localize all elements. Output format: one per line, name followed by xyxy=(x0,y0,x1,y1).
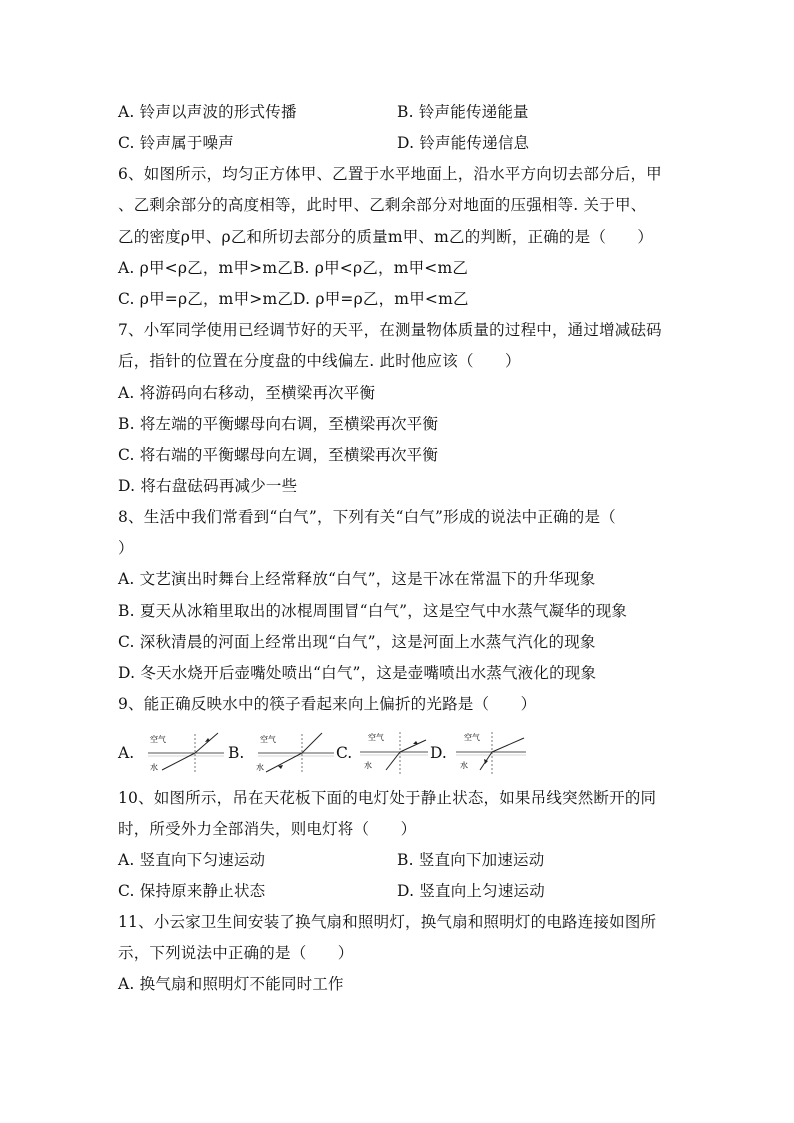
light-ray-air xyxy=(195,733,218,753)
air-label: 空气 xyxy=(150,735,166,744)
air-label: 空气 xyxy=(464,733,480,742)
q8-stem-line1: 8、生活中我们常看到“白气”，下列有关“白气”形成的说法中正确的是（ xyxy=(118,508,616,526)
q9-diagram-d xyxy=(452,730,528,776)
light-ray-air xyxy=(400,740,426,752)
q7-option-c: C. 将右端的平衡螺母向左调，至横梁再次平衡 xyxy=(118,446,439,464)
light-ray-water xyxy=(162,753,195,770)
light-ray-air xyxy=(492,738,524,752)
q10-option-a: A. 竖直向下匀速运动 xyxy=(118,851,266,869)
q6-options-cd: C. ρ甲=ρ乙，m甲>m乙D. ρ甲=ρ乙，m甲<m乙 xyxy=(118,290,469,308)
q8-stem-line2: ） xyxy=(118,539,134,557)
q9-letter-a: A. xyxy=(118,744,135,762)
q9-letter-d: D. xyxy=(430,744,447,762)
light-ray-air xyxy=(302,733,322,753)
q5-option-c: C. 铃声属于噪声 xyxy=(118,134,234,152)
air-label: 空气 xyxy=(260,735,276,744)
q9-stem: 9、能正确反映水中的筷子看起来向上偏折的光路是（ ） xyxy=(118,695,537,713)
q7-option-a: A. 将游码向右移动，至横梁再次平衡 xyxy=(118,384,376,402)
air-label: 空气 xyxy=(368,733,384,742)
q6-stem-line3: 乙的密度ρ甲、ρ乙和所切去部分的质量m甲、m乙的判断，正确的是（ ） xyxy=(118,228,654,246)
q7-option-d: D. 将右盘砝码再减少一些 xyxy=(118,477,298,495)
q9-diagram-a xyxy=(140,730,226,776)
arrow-icon xyxy=(205,738,210,742)
q6-stem-line1: 6、如图所示，均匀正方体甲、乙置于水平地面上，沿水平方向切去部分后，甲 xyxy=(118,165,662,183)
q10-option-b: B. 竖直向下加速运动 xyxy=(397,851,545,869)
q10-stem-line2: 时，所受外力全部消失，则电灯将（ ） xyxy=(118,820,417,838)
q9-letter-b: B. xyxy=(228,744,245,762)
water-label: 水 xyxy=(256,763,264,772)
q11-stem-line1: 11、小云家卫生间安装了换气扇和照明灯，换气扇和照明灯的电路连接如图所 xyxy=(118,913,657,931)
q5-option-b: B. 铃声能传递能量 xyxy=(397,103,529,121)
q5-option-a: A. 铃声以声波的形式传播 xyxy=(118,103,297,121)
q7-option-b: B. 将左端的平衡螺母向右调，至横梁再次平衡 xyxy=(118,415,439,433)
q8-option-d: D. 冬天水烧开后壶嘴处喷出“白气”，这是壶嘴喷出水蒸气液化的现象 xyxy=(118,664,597,682)
q7-stem-line2: 后，指针的位置在分度盘的中线偏左. 此时他应该（ ） xyxy=(118,352,521,370)
q10-option-d: D. 竖直向上匀速运动 xyxy=(397,882,545,900)
q11-option-a: A. 换气扇和照明灯不能同时工作 xyxy=(118,975,344,993)
q7-stem-line1: 7、小军同学使用已经调节好的天平，在测量物体质量的过程中，通过增减砝码 xyxy=(118,321,662,339)
water-label: 水 xyxy=(150,763,158,772)
q9-diagram-c xyxy=(356,730,430,776)
q8-option-b: B. 夏天从冰箱里取出的冰棍周围冒“白气”，这是空气中水蒸气凝华的现象 xyxy=(118,602,628,620)
q10-option-c: C. 保持原来静止状态 xyxy=(118,882,266,900)
q6-stem-line2: 、乙剩余部分的高度相等，此时甲、乙剩余部分对地面的压强相等. 关于甲、 xyxy=(118,196,647,214)
arrow-icon xyxy=(413,741,418,744)
q5-option-d: D. 铃声能传递信息 xyxy=(397,134,530,152)
q10-stem-line1: 10、如图所示，吊在天花板下面的电灯处于静止状态，如果吊线突然断开的同 xyxy=(118,789,657,807)
water-label: 水 xyxy=(460,761,468,770)
q6-options-ab: A. ρ甲<ρ乙，m甲>m乙B. ρ甲<ρ乙，m甲<m乙 xyxy=(118,259,469,277)
q9-diagram-b xyxy=(250,730,336,776)
q8-option-a: A. 文艺演出时舞台上经常释放“白气”，这是干冰在常温下的升华现象 xyxy=(118,570,596,588)
q8-option-c: C. 深秋清晨的河面上经常出现“白气”，这是河面上水蒸气汽化的现象 xyxy=(118,633,596,651)
water-label: 水 xyxy=(364,761,372,770)
q11-stem-line2: 示，下列说法中正确的是（ ） xyxy=(118,944,354,962)
q9-letter-c: C. xyxy=(336,744,353,762)
